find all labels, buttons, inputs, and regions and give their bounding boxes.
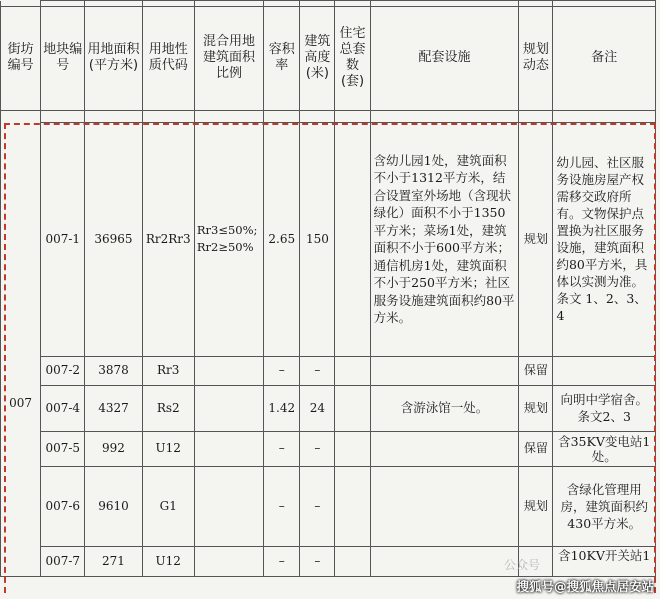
header-far: 容积率 [264,6,300,110]
units-cell [335,466,370,546]
plot-cell: 007-4 [41,385,85,431]
watermark-text: 搜狐号@搜狐焦点居安站 [516,579,654,594]
header-units: 住宅总套数(套) [335,6,370,110]
header-status: 规划动态 [519,6,553,110]
units-cell [335,385,370,431]
plot-cell: 007-1 [41,122,85,356]
status-cell: 规划 [519,122,553,356]
area-cell: 992 [85,431,142,466]
area-cell: 271 [85,546,142,576]
mixed-ratio-cell [194,546,263,576]
code-cell: Rs2 [142,385,194,431]
header-facilities: 配套设施 [370,6,519,110]
plot-cell: 007-6 [41,466,85,546]
table-row [1,385,656,431]
spacer-row [1,110,656,122]
watermark-faint: 公众号 [503,558,540,572]
far-cell: 1.42 [264,385,300,431]
header-row [1,6,656,110]
notes-cell: 向明中学宿舍。条文2、3 [553,385,656,431]
table-row [1,122,656,356]
table-row [1,546,656,576]
area-cell: 9610 [85,466,142,546]
far-cell: – [264,466,300,546]
far-cell: – [264,356,300,385]
facilities-cell [370,546,519,576]
notes-cell: 含35KV变电站1处。 [553,431,656,466]
height-cell: – [300,466,335,546]
table-row [1,466,656,546]
plot-cell: 007-2 [41,356,85,385]
height-cell: 24 [300,385,335,431]
status-cell: 保留 [519,431,553,466]
facilities-cell [370,466,519,546]
area-cell: 36965 [85,122,142,356]
notes-cell: 含绿化管理用房，建筑面积约430平方米。 [553,466,656,546]
height-cell: 150 [300,122,335,356]
notes-cell: 含10KV开关站1 [553,546,656,576]
street-block-cell: 007 [1,110,41,576]
code-cell: U12 [142,546,194,576]
header-land-area: 用地面积(平方米) [85,6,142,110]
code-cell: G1 [142,466,194,546]
far-cell: 2.65 [264,122,300,356]
area-cell: 3878 [85,356,142,385]
units-cell [335,122,370,356]
header-plot-no: 地块编号 [41,6,85,110]
units-cell [335,546,370,576]
far-cell: – [264,546,300,576]
mixed-ratio-cell [194,431,263,466]
notes-cell: 幼儿园、社区服务设施房屋产权需移交政府所有。文物保护点置换为社区服务设施，建筑面积约80平方米，具体以实测为准。条文 1、2、3、4 [553,122,656,356]
table-row [1,356,656,385]
mixed-ratio-cell [194,466,263,546]
far-cell: – [264,431,300,466]
height-cell: – [300,431,335,466]
status-cell: 规划 [519,466,553,546]
code-cell: U12 [142,431,194,466]
plot-cell: 007-5 [41,431,85,466]
units-cell [335,356,370,385]
mixed-ratio-cell: Rr3≤50%; Rr2≥50% [194,122,263,356]
facilities-cell: 含游泳馆一处。 [370,385,519,431]
header-street-block: 街坊编号 [1,6,41,110]
header-height: 建筑高度(米) [300,6,335,110]
table-row [1,431,656,466]
facilities-cell [370,431,519,466]
status-cell: 保留 [519,356,553,385]
facilities-cell [370,356,519,385]
code-cell: Rr3 [142,356,194,385]
notes-cell [553,356,656,385]
status-cell: 规划 [519,385,553,431]
facilities-cell: 含幼儿园1处，建筑面积不小于1312平方米，结合设置室外场地（含现状绿化）面积不小于1350平方米；菜场1处，建筑面积不小于600平方米；通信机房1处，建筑面积不小于250平方米；社区服务设施建筑面积约80平方米。 [370,122,519,356]
plot-cell: 007-7 [41,546,85,576]
height-cell: – [300,546,335,576]
height-cell: – [300,356,335,385]
header-mixed-ratio: 混合用地建筑面积比例 [194,6,263,110]
mixed-ratio-cell [194,385,263,431]
units-cell [335,431,370,466]
area-cell: 4327 [85,385,142,431]
header-notes: 备注 [553,6,656,110]
mixed-ratio-cell [194,356,263,385]
code-cell: Rr2Rr3 [142,122,194,356]
header-land-code: 用地性质代码 [142,6,194,110]
